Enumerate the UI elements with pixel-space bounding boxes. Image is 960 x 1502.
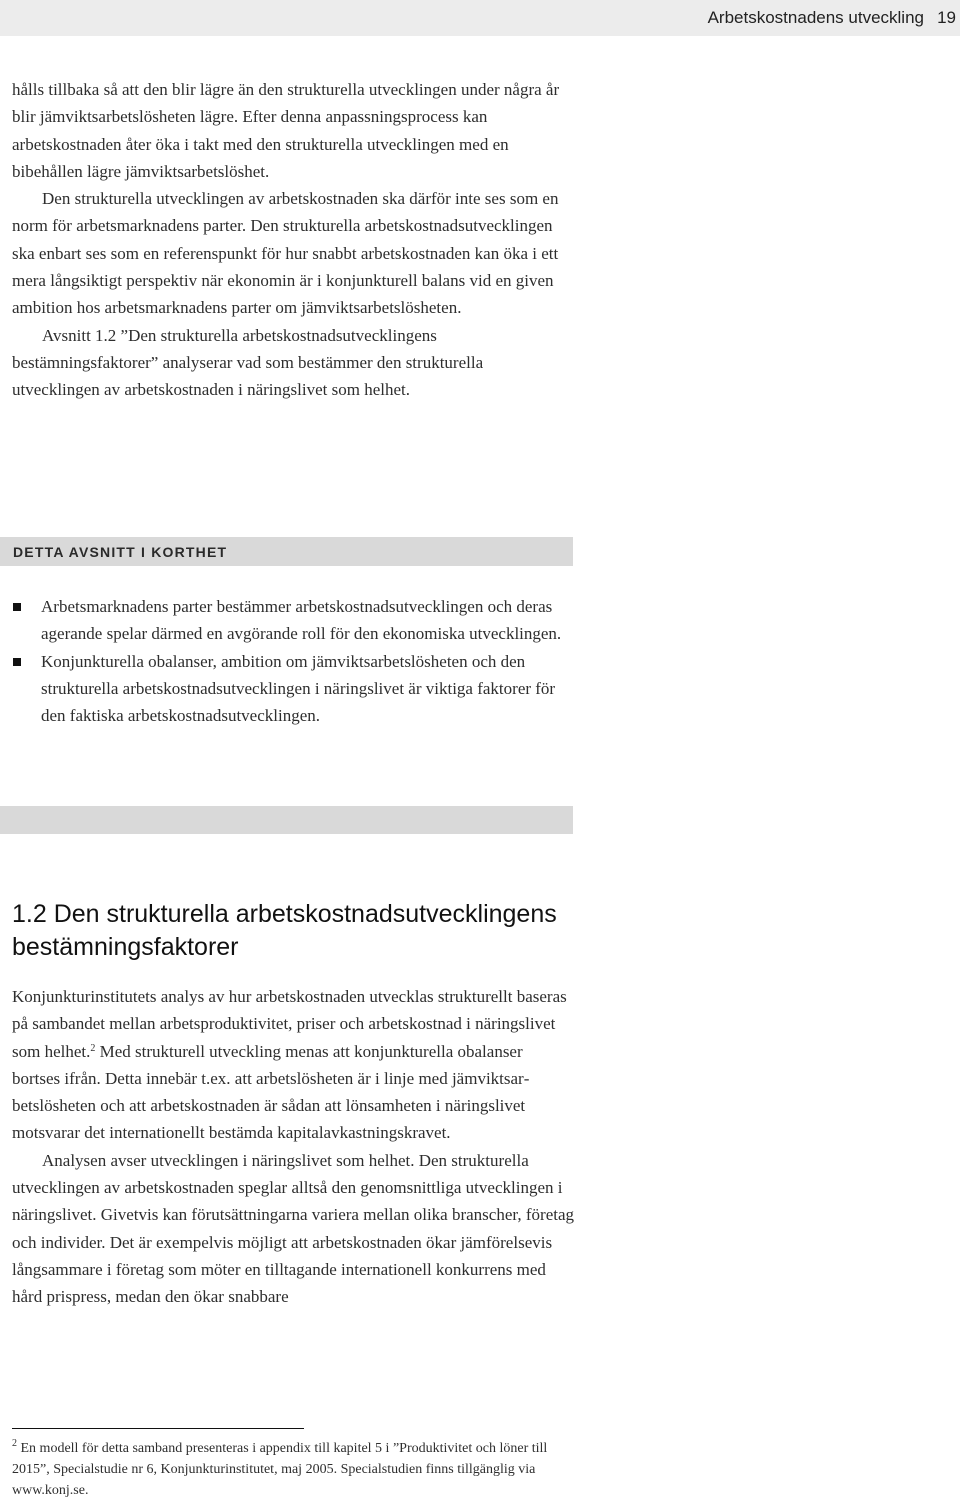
section-paragraph-1-end: Med strukturell utveckling menas att konjunkturella obalanser bortses ifrån. Detta innebär t.ex. att arbetslösheten är i linje med jämviktsarbetslösheten och att arbetskostnaden är sådan att lönsamheten i näringslivet motsvarar det internationellt bestämda kapitalavkastningskravet. <box>12 1041 530 1143</box>
summary-box-label: DETTA AVSNITT I KORTHET <box>13 544 228 560</box>
page-number: 19 <box>937 8 956 27</box>
summary-box-header <box>0 537 573 566</box>
summary-item-text: Arbetsmarknadens parter bestämmer arbetskostnadsutvecklingen och deras agerande spelar därmed en avgörande roll för den ekonomiska utvecklingen. <box>41 597 562 644</box>
intro-paragraph-2: Den strukturella utvecklingen av arbetskostnaden ska därför inte ses som en norm för arbetsmarknadens parter. Den strukturella arbetskostnadsutvecklingen ska enbart ses som en referenspunkt för hur snabbt arbetskostnaden kan öka i ett mera långsiktigt perspektiv när ekonomin är i konjunkturell balans vid en given ambition hos arbetsmarknadens parter om jämviktsarbetslösheten. <box>12 189 559 318</box>
section-paragraph-2: Analysen avser utvecklingen i näringslivet som helhet. Den strukturella utvecklingen av arbetskostnaden speglar alltså den genomsnittliga utvecklingen i näringslivet. Givetvis kan förutsättningarna variera mellan olika branscher, företag och individer. Det är exempelvis möjligt att arbetskostnaden ökar jämförelsevis långsammare i företag som möter en tilltagande internationell konkurrens med hård prispress, medan den ökar snabbare <box>12 1150 575 1307</box>
section-heading: 1.2 Den strukturella arbetskostnadsutvecklingens bestämningsfaktorer <box>12 900 557 961</box>
running-header <box>0 0 960 36</box>
section-paragraph-1 <box>12 983 574 1147</box>
running-header-title: Arbetskostnadens utveckling <box>707 8 924 27</box>
footnote <box>12 1438 572 1501</box>
intro-text <box>12 76 574 404</box>
section-paragraph-1-start: Konjunkturinstitutets analys av hur arbetskostnaden utvecklas strukturellt baseras på sambandet mellan arbetsproduktivitet, priser och arbetskostnad i näringslivet som helhet. <box>12 987 567 1061</box>
summary-item-text: Konjunkturella obalanser, ambition om jämviktsarbetslösheten och den strukturella arbetskostnadsutvecklingen i näringslivet är viktiga faktorer för den faktiska arbetskostnadsutvecklingen. <box>41 651 556 726</box>
intro-paragraph-3: Avsnitt 1.2 ”Den strukturella arbetskostnadsutvecklingens bestämningsfaktorer” analyserar vad som bestämmer den strukturella utvecklingen av arbetskostnaden i näringslivet som helhet. <box>12 325 484 400</box>
intro-paragraph-1: hålls tillbaka så att den blir lägre än den strukturella utvecklingen under några år blir jämviktsarbetslösheten lägre. Efter denna anpassningsprocess kan arbetskostnaden åter öka i takt med den strukturella utvecklingen med en bibehållen lägre jämviktsarbetslöshet. <box>12 80 560 181</box>
summary-list <box>12 593 574 729</box>
summary-list-item <box>12 593 574 648</box>
footnote-reference[interactable]: 2 <box>90 1042 96 1054</box>
footnote-divider <box>12 1428 304 1429</box>
section-text <box>12 983 574 1311</box>
square-bullet-icon <box>13 603 21 611</box>
summary-box-footer <box>0 806 573 834</box>
footnote-marker: 2 <box>12 1438 17 1449</box>
square-bullet-icon <box>13 658 21 666</box>
footnote-text: En modell för detta samband presenteras i appendix till kapitel 5 i ”Produktivitet och löner till 2015”, Specialstudie nr 6, Konjunkturinstitutet, maj 2005. Specialstudien finns tillgänglig via www.konj.se. <box>12 1441 548 1498</box>
summary-list-item <box>12 648 574 730</box>
